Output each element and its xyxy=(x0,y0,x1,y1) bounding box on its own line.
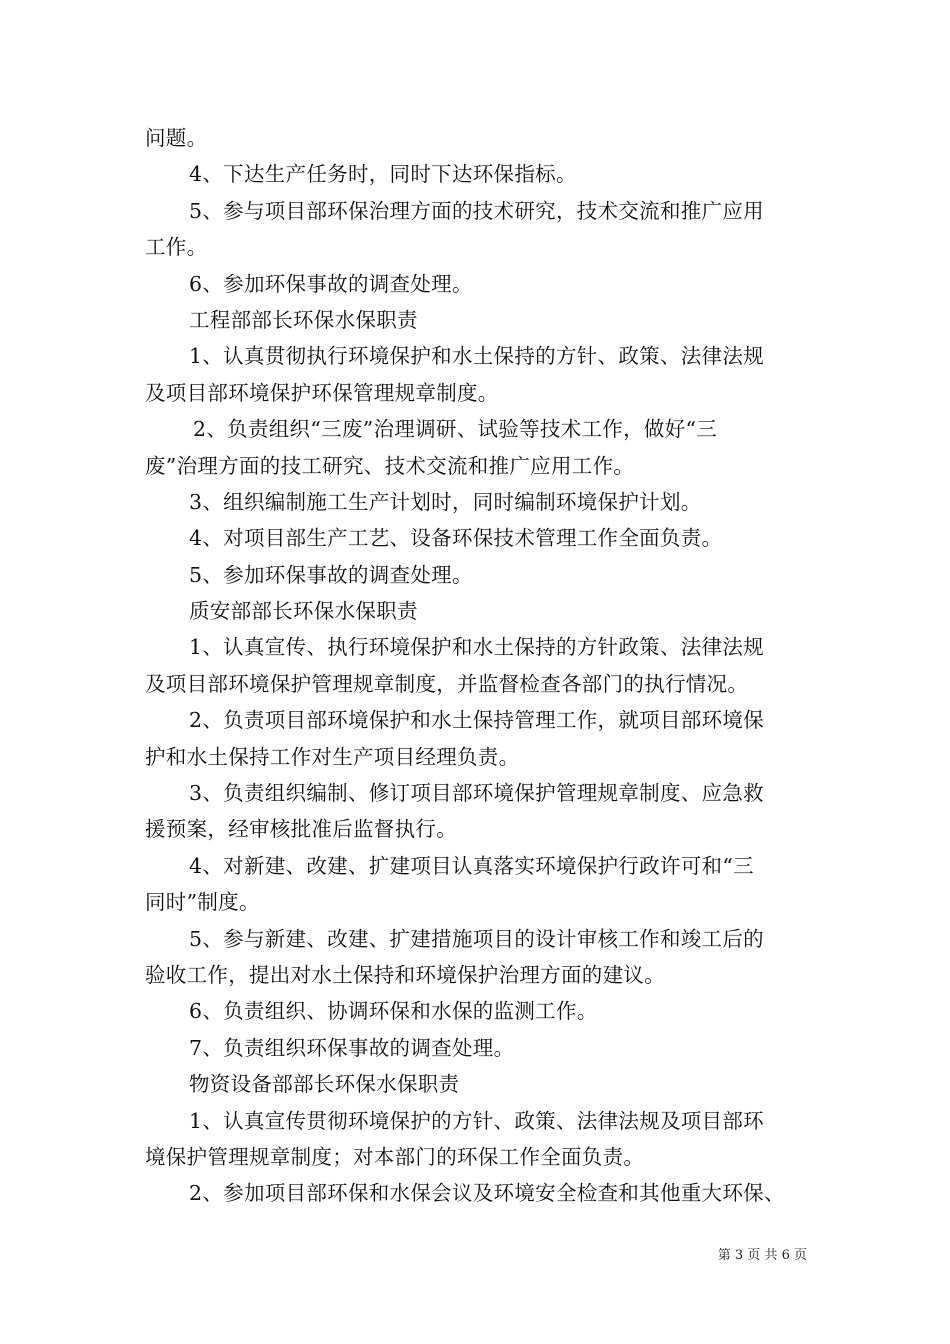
text-line: 1、认真宣传、执行环境保护和水土保持的方针政策、法律法规 xyxy=(189,635,764,660)
text-line: 5、参与项目部环保治理方面的技术研究，技术交流和推广应用 xyxy=(189,198,764,223)
text-line: 及项目部环境保护管理规章制度，并监督检查各部门的执行情况。 xyxy=(145,671,749,696)
text-line: 2、负责项目部环境保护和水土保持管理工作，就项目部环境保 xyxy=(189,708,764,733)
text-line: 3、负责组织编制、修订项目部环境保护管理规章制度、应急救 xyxy=(189,781,764,806)
text-line: 4、下达生产任务时，同时下达环保指标。 xyxy=(189,162,577,187)
text-line: 6、负责组织、协调环保和水保的监测工作。 xyxy=(189,999,598,1024)
text-line: 4、对项目部生产工艺、设备环保技术管理工作全面负责。 xyxy=(189,526,723,551)
text-line: 5、参加环保事故的调查处理。 xyxy=(189,562,473,587)
text-line: 及项目部环境保护环保管理规章制度。 xyxy=(145,380,499,405)
text-line: 2、负责组织“三废”治理调研、试验等技术工作，做好“三 xyxy=(193,417,718,442)
text-line: 护和水土保持工作对生产项目经理负责。 xyxy=(145,744,520,769)
section-heading: 物资设备部部长环保水保职责 xyxy=(189,1072,460,1097)
document-body xyxy=(145,120,810,1212)
text-line: 1、认真贯彻执行环境保护和水土保持的方针、政策、法律法规 xyxy=(189,344,764,369)
text-line: 废”治理方面的技工研究、技术交流和推广应用工作。 xyxy=(145,453,635,478)
text-line: 同时”制度。 xyxy=(145,890,260,915)
text-line: 1、认真宣传贯彻环境保护的方针、政策、法律法规及项目部环 xyxy=(189,1108,764,1133)
section-heading: 质安部部长环保水保职责 xyxy=(189,599,418,624)
section-heading: 工程部部长环保水保职责 xyxy=(189,307,418,332)
text-line: 验收工作，提出对水土保持和环境保护治理方面的建议。 xyxy=(145,962,665,987)
text-line: 问题。 xyxy=(145,126,208,150)
text-line: 5、参与新建、改建、扩建措施项目的设计审核工作和竣工后的 xyxy=(189,926,764,951)
text-line: 工作。 xyxy=(145,235,208,260)
text-line: 3、组织编制施工生产计划时，同时编制环境保护计划。 xyxy=(189,489,702,514)
text-line: 4、对新建、改建、扩建项目认真落实环境保护行政许可和“三 xyxy=(189,853,754,878)
text-line: 2、参加项目部环保和水保会议及环境安全检查和其他重大环保、 xyxy=(189,1181,785,1206)
text-line: 境保护管理规章制度；对本部门的环保工作全面负责。 xyxy=(145,1144,645,1169)
text-line: 7、负责组织环保事故的调查处理。 xyxy=(189,1035,515,1060)
text-line: 援预案，经审核批准后监督执行。 xyxy=(145,817,457,842)
page-number: 第 3 页 共 6 页 xyxy=(717,1248,807,1263)
text-line: 6、参加环保事故的调查处理。 xyxy=(189,271,473,296)
